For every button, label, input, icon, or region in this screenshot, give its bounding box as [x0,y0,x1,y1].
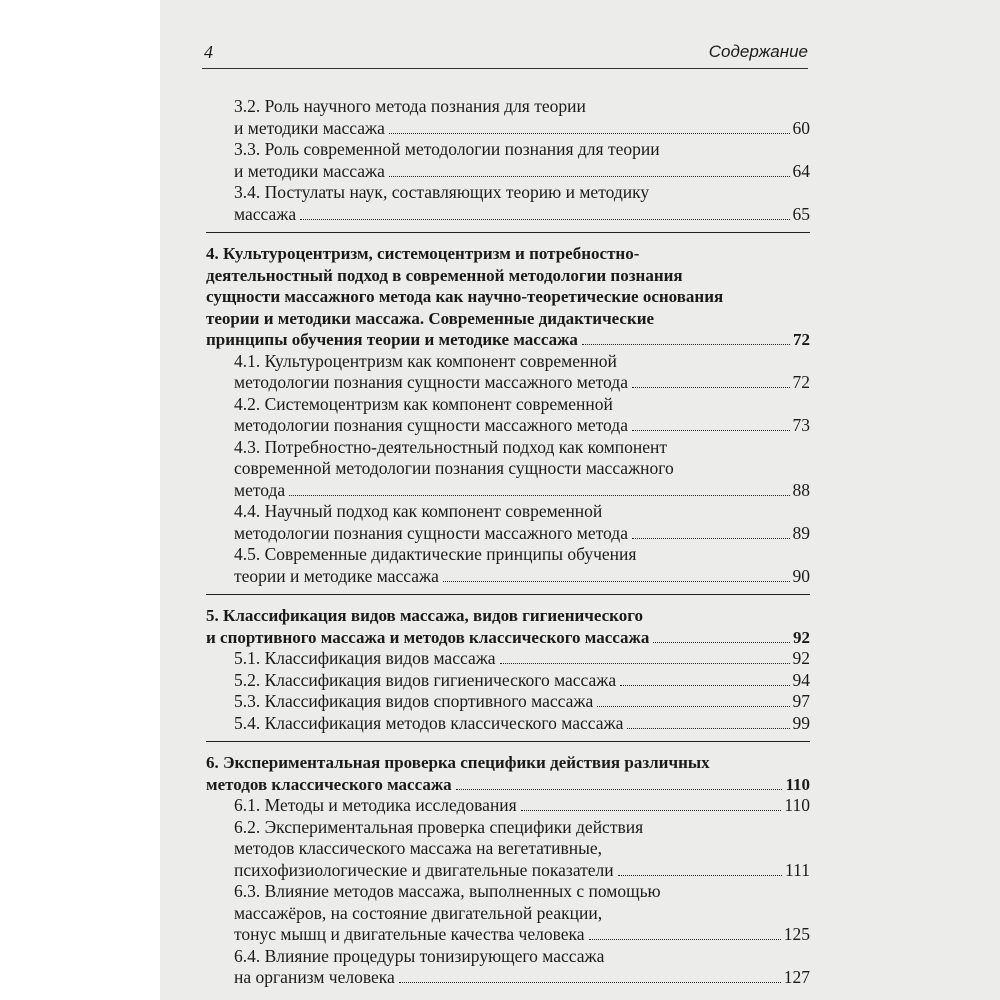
toc-page-number: 90 [792,565,810,586]
toc-page-number: 127 [783,967,810,987]
toc-entry-text: 6.4. Влияние процедуры тонизирующего массажа [234,945,605,966]
toc-page-number: 72 [792,372,810,392]
toc-entry-text: 3.2. Роль научного метода познания для теории [234,96,586,116]
toc-entry-text: 5.4. Классификация методов классического массажа [234,712,624,733]
dot-leader [289,495,789,496]
toc-entry-text: психофизиологические и двигательные показатели [234,859,614,880]
toc-section-entry [206,713,810,735]
chapter-divider [206,594,810,605]
toc-entry-text: на организм человека [234,967,395,987]
dot-leader [632,538,790,539]
toc-section-entry [206,437,810,502]
toc-section-entry [206,670,810,692]
toc-entry-text: 4.1. Культуроцентризм как компонент современной [234,350,617,371]
toc-page-number: 110 [785,774,810,794]
table-of-contents [206,96,810,989]
dot-leader [521,810,782,811]
toc-page-number: 60 [792,117,810,138]
toc-entry-text: 5. Классификация видов массажа, видов гигиенического [206,606,644,625]
toc-entry-text: методологии познания сущности массажного метода [234,415,628,435]
toc-section-entry [206,691,810,713]
running-title: Содержание [708,42,808,61]
toc-page-number: 88 [792,479,810,500]
dot-leader [500,663,790,664]
toc-page-number: 125 [783,924,810,944]
toc-entry-text: 4.2. Системоцентризм как компонент современной [234,393,613,414]
dot-leader [632,430,790,431]
page-header [202,38,808,69]
toc-chapter-entry [206,605,810,648]
toc-page-number: 65 [792,203,810,224]
toc-entry-text: тонус мышц и двигательные качества человека [234,924,585,944]
dot-leader [399,982,781,983]
toc-entry-text: метода [234,479,286,500]
toc-entry-text: массажёров, на состояние двигательной реакции, [234,902,603,923]
dot-leader [582,344,790,345]
toc-section-entry [206,394,810,437]
toc-section-entry [206,817,810,882]
dot-leader [389,133,790,134]
toc-entry-text: массажа [234,203,297,224]
toc-entry-text: 6.3. Влияние методов массажа, выполненных с помощью [234,881,661,901]
toc-chapter-entry [206,243,810,351]
toc-page-number: 97 [792,691,810,711]
toc-entry-text: 3.4. Постулаты наук, составляющих теорию и методику [234,182,650,202]
toc-entry-text: современной методологии познания сущности массажного [234,458,674,478]
page-number: 4 [204,42,213,62]
dot-leader [300,219,789,220]
toc-section-entry [206,881,810,946]
toc-entry-text: 6.1. Методы и методика исследования [234,795,517,815]
toc-section-entry [206,946,810,989]
dot-leader [597,706,789,707]
chapter-divider [206,741,810,752]
toc-entry-text: методов классического массажа [206,774,452,794]
toc-entry-text: деятельностный подход в современной методологии познания [206,265,683,285]
toc-entry-text: сущности массажного метода как научно-теоретические основания [206,287,724,306]
toc-entry-text: 4.5. Современные дидактические принципы обучения [234,544,637,564]
toc-page-number: 94 [792,669,810,690]
dot-leader [443,581,790,582]
toc-section-entry [206,182,810,225]
toc-page-number: 92 [792,648,810,668]
toc-entry-text: 3.3. Роль современной методологии познания для теории [234,139,660,159]
toc-entry-text: теории и методике массажа [234,565,439,586]
toc-section-entry [206,544,810,587]
toc-entry-text: и спортивного массажа и методов классического массажа [206,627,650,647]
dot-leader [618,875,782,876]
toc-entry-text: 6. Экспериментальная проверка специфики действия различных [206,753,710,772]
chapter-divider [206,232,810,243]
toc-entry-text: 6.2. Экспериментальная проверка специфики действия [234,816,644,837]
toc-page-number: 73 [792,415,810,435]
dot-leader [389,176,790,177]
dot-leader [456,789,783,790]
toc-page-number: 110 [784,795,810,815]
toc-section-entry [206,501,810,544]
toc-entry-text: 5.1. Классификация видов массажа [234,648,496,668]
dot-leader [627,728,789,729]
toc-entry-text: теории и методики массажа. Современные дидактические [206,308,655,328]
toc-section-entry [206,795,810,817]
toc-entry-text: методов классического массажа на вегетативные, [234,838,603,858]
toc-section-entry [206,139,810,182]
dot-leader [589,939,781,940]
toc-entry-text: 4. Культуроцентризм, системоцентризм и потребностно- [206,244,640,263]
toc-chapter-entry [206,752,810,795]
dot-leader [653,642,790,643]
toc-page-number: 89 [792,522,810,543]
toc-page-number: 64 [792,160,810,181]
dot-leader [632,387,790,388]
toc-entry-text: методологии познания сущности массажного метода [234,522,628,543]
dot-leader [620,685,789,686]
toc-entry-text: и методики массажа [234,160,385,181]
toc-section-entry [206,648,810,670]
toc-page-number: 92 [793,627,810,647]
toc-entry-text: 5.2. Классификация видов гигиенического массажа [234,669,617,690]
toc-entry-text: принципы обучения теории и методике массажа [206,330,578,349]
toc-entry-text: 5.3. Классификация видов спортивного массажа [234,691,594,711]
toc-entry-text: 4.4. Научный подход как компонент современной [234,501,603,521]
toc-section-entry [206,96,810,139]
toc-section-entry [206,351,810,394]
toc-entry-text: 4.3. Потребностно-деятельностный подход как компонент [234,436,668,457]
toc-entry-text: методологии познания сущности массажного метода [234,372,628,392]
toc-entry-text: и методики массажа [234,117,385,138]
toc-page-number: 99 [792,712,810,733]
toc-page-number: 111 [785,859,810,880]
toc-page-number: 72 [793,330,810,349]
